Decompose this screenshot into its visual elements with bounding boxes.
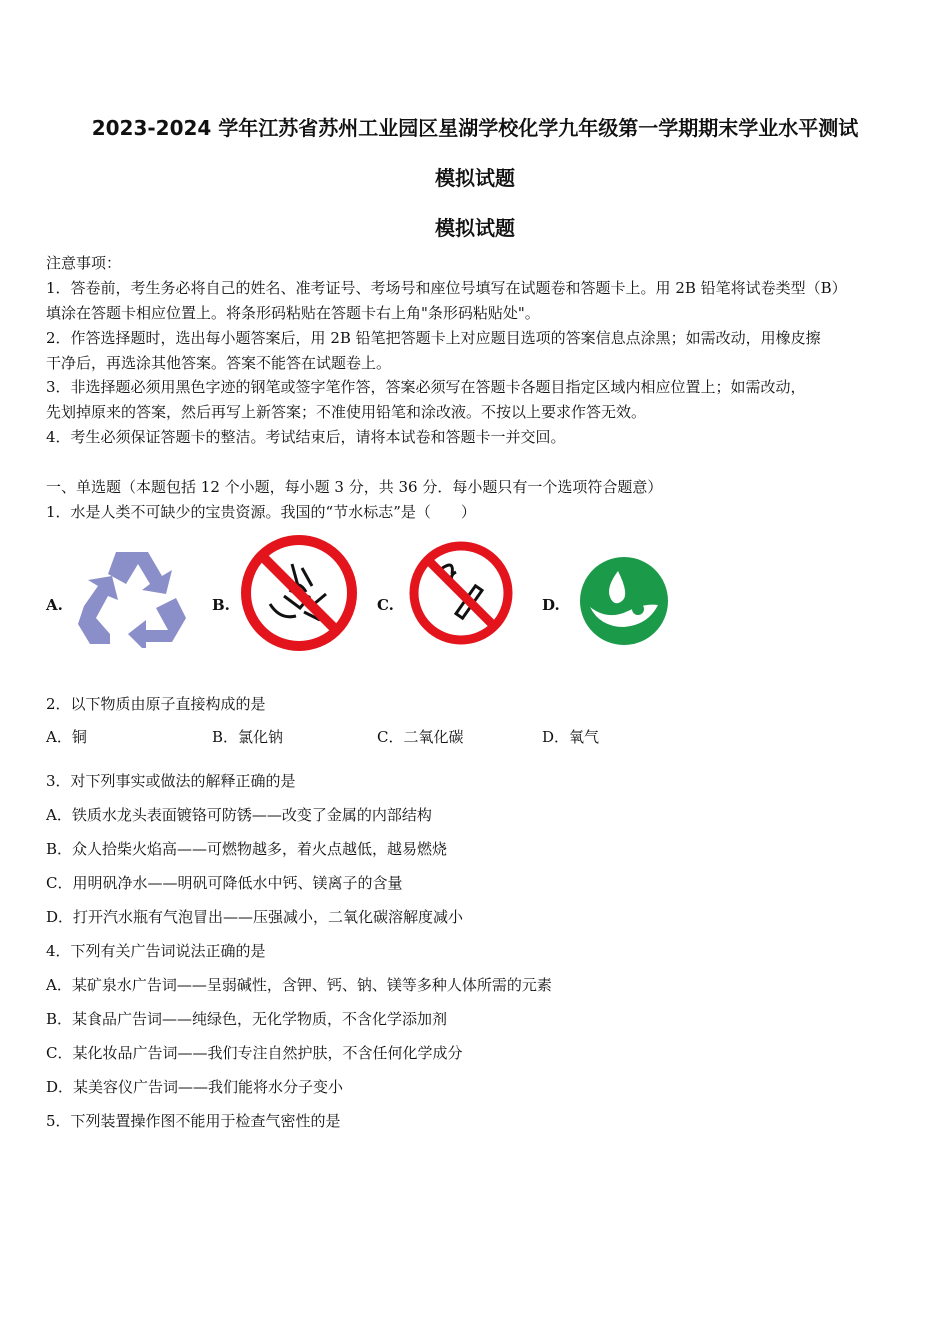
- document-subtitle-repeat: 模拟试题: [435, 216, 515, 240]
- recycle-icon: [76, 546, 188, 648]
- notes-line: 填涂在答题卡相应位置上。将条形码粘贴在答题卡右上角"条形码粘贴处"。: [46, 304, 540, 322]
- option-a: A．铜: [46, 728, 87, 746]
- notes-line: 先划掉原来的答案，然后再写上新答案；不准使用铅笔和涂改液。不按以上要求作答无效。: [46, 403, 647, 421]
- no-burning-sign-icon: [240, 534, 358, 652]
- option-label-d: D.: [542, 596, 560, 614]
- question-stem: 4．下列有关广告词说法正确的是: [46, 942, 266, 960]
- option-d: D．某美容仪广告词——我们能将水分子变小: [46, 1078, 344, 1096]
- question-stem: 3．对下列事实或做法的解释正确的是: [46, 772, 296, 790]
- option-label-c: C.: [377, 596, 394, 614]
- option-d: D．打开汽水瓶有气泡冒出——压强减小，二氧化碳溶解度减小: [46, 908, 464, 926]
- option-label-b: B.: [212, 596, 230, 614]
- notes-line: 4．考生必须保证答题卡的整洁。考试结束后，请将本试卷和答题卡一并交回。: [46, 428, 566, 446]
- notes-line: 2．作答选择题时，选出每小题答案后，用 2B 铅笔把答题卡上对应题目选项的答案信息点涂黑；如需改动，用橡皮擦: [46, 329, 821, 347]
- section-heading: 一、单选题（本题包括 12 个小题，每小题 3 分，共 36 分．每小题只有一个选项符合题意）: [46, 478, 663, 496]
- option-c: C．某化妆品广告词——我们专注自然护肤，不含任何化学成分: [46, 1044, 463, 1062]
- option-label-a: A.: [46, 596, 63, 614]
- notes-heading: 注意事项：: [46, 254, 122, 272]
- notes-line: 干净后，再选涂其他答案。答案不能答在试题卷上。: [46, 354, 392, 372]
- option-a: A．某矿泉水广告词——呈弱碱性，含钾、钙、钠、镁等多种人体所需的元素: [46, 976, 552, 994]
- option-b: B．某食品广告词——纯绿色，无化学物质，不含化学添加剂: [46, 1010, 448, 1028]
- document-subtitle: 模拟试题: [435, 166, 515, 190]
- option-c: C．用明矾净水——明矾可降低水中钙、镁离子的含量: [46, 874, 403, 892]
- document-title: 2023-2024 学年江苏省苏州工业园区星湖学校化学九年级第一学期期末学业水平测试: [91, 116, 859, 140]
- option-b: B．氯化钠: [212, 728, 284, 746]
- question-stem: 2．以下物质由原子直接构成的是: [46, 695, 266, 713]
- water-saving-icon: [578, 555, 670, 647]
- question-stem: 5．下列装置操作图不能用于检查气密性的是: [46, 1112, 341, 1130]
- no-smoking-sign-icon: [408, 540, 514, 646]
- notes-line: 3．非选择题必须用黑色字迹的钢笔或签字笔作答，答案必须写在答题卡各题目指定区域内相应位置上；如需改动，: [46, 378, 806, 396]
- question-stem: 1．水是人类不可缺少的宝贵资源。我国的“节水标志”是（ ）: [46, 503, 476, 521]
- option-b: B．众人拾柴火焰高——可燃物越多，着火点越低，越易燃烧: [46, 840, 448, 858]
- option-c: C．二氧化碳: [377, 728, 464, 746]
- notes-line: 1．答卷前，考生务必将自己的姓名、准考证号、考场号和座位号填写在试题卷和答题卡上。用 2B 铅笔将试卷类型（B）: [46, 279, 847, 297]
- option-a: A．铁质水龙头表面镀铬可防锈——改变了金属的内部结构: [46, 806, 432, 824]
- option-d: D．氧气: [542, 728, 600, 746]
